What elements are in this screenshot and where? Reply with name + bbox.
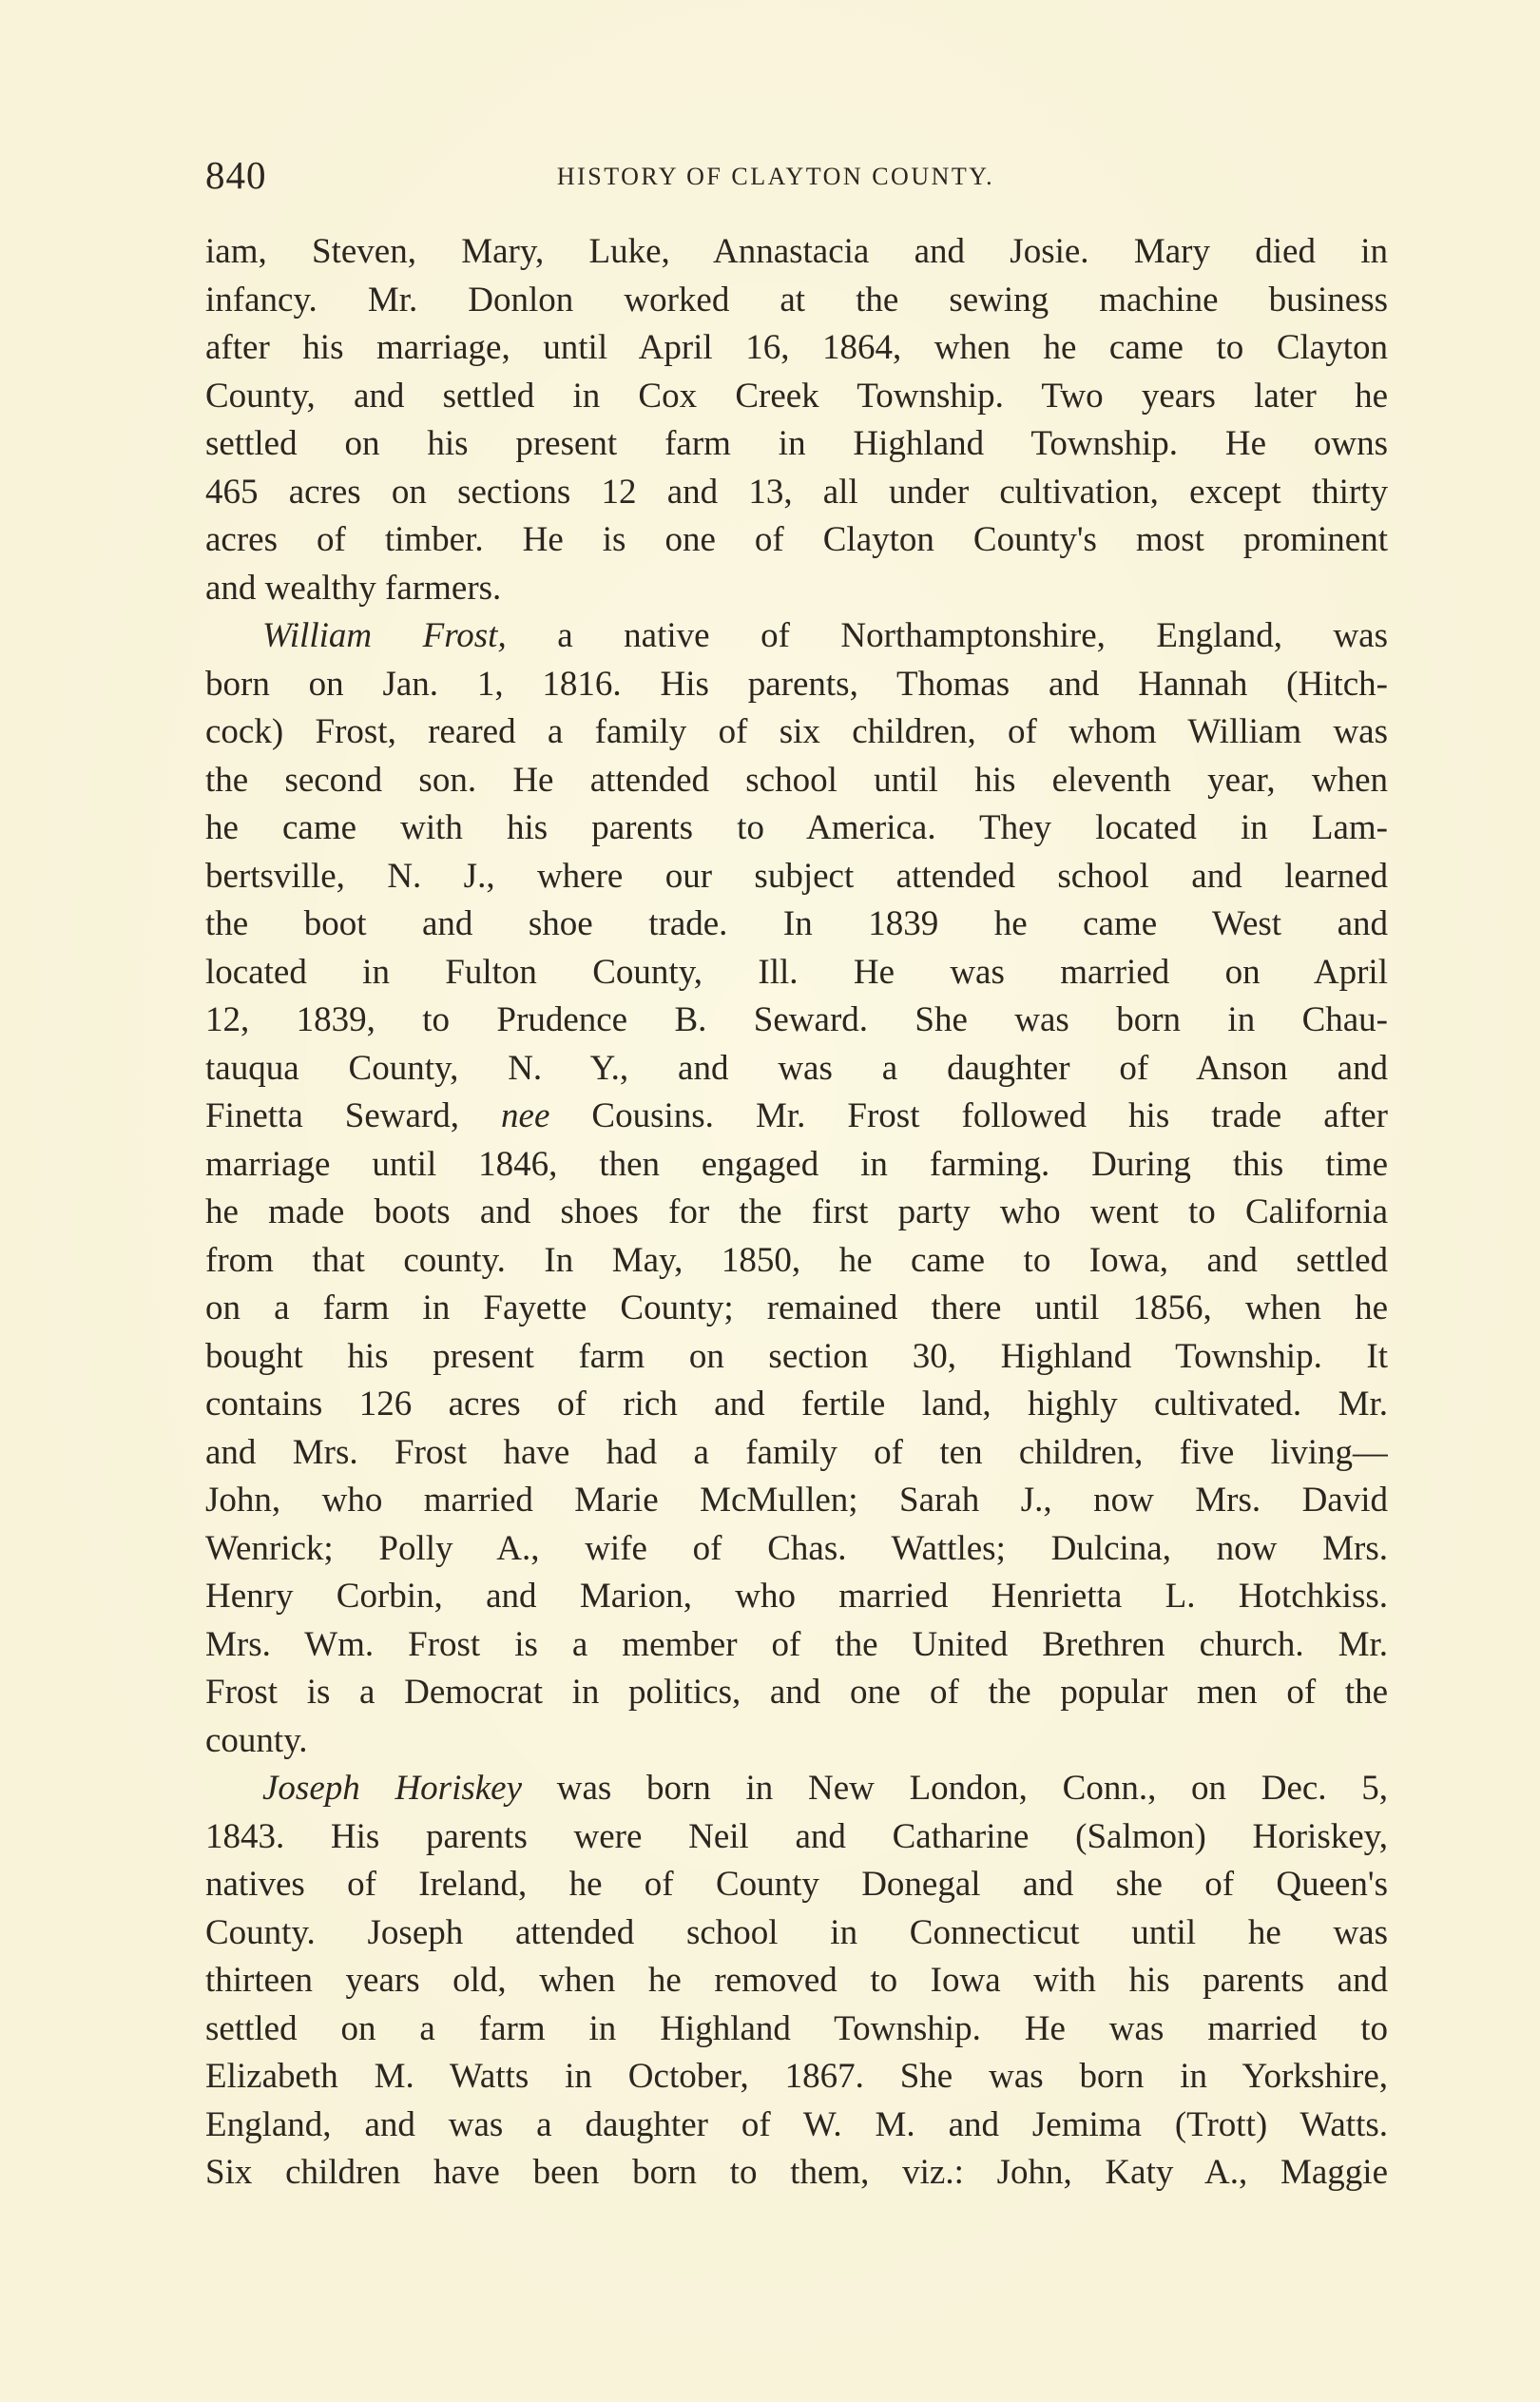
page-number: 840	[205, 153, 267, 197]
text-line: John, who married Marie McMullen; Sarah J., now Mrs. David	[205, 1481, 1388, 1520]
text-line: after his marriage, until April 16, 1864, when he came to Clayton	[205, 328, 1388, 367]
text-line: Wenrick; Polly A., wife of Chas. Wattles; Dulcina, now Mrs.	[205, 1528, 1388, 1568]
person-name-joseph-horiskey: Joseph Horiskey	[262, 1769, 523, 1808]
text-line: bought his present farm on section 30, Highland Township. It	[205, 1336, 1388, 1376]
text-line: iam, Steven, Mary, Luke, Annastacia and Josie. Mary died in	[205, 232, 1388, 271]
text-line: the boot and shoe trade. In 1839 he came West and	[205, 904, 1388, 943]
text-line: marriage until 1846, then engaged in farming. During this time	[205, 1144, 1388, 1184]
page-header	[205, 152, 1346, 198]
text-run: was born in New London, Conn., on Dec. 5,	[522, 1769, 1388, 1808]
text-line: settled on a farm in Highland Township. He was married to	[205, 2008, 1388, 2048]
text-line: County, and settled in Cox Creek Township. Two years later he	[205, 376, 1388, 416]
text-run: a native of Northamptonshire, England, was	[506, 616, 1388, 655]
paragraph-end-line: and wealthy farmers.	[205, 568, 502, 608]
text-line: bertsville, N. J., where our subject attended school and learned	[205, 856, 1388, 896]
text-line: contains 126 acres of rich and fertile land, highly cultivated. Mr.	[205, 1385, 1388, 1424]
text-line: natives of Ireland, he of County Donegal and she of Queen's	[205, 1865, 1388, 1904]
text-line: born on Jan. 1, 1816. His parents, Thomas and Hannah (Hitch-	[205, 664, 1388, 704]
text-line: County. Joseph attended school in Connecticut until he was	[205, 1912, 1388, 1952]
paragraph-end-line: county.	[205, 1720, 308, 1760]
text-line: he came with his parents to America. They located in Lam-	[205, 808, 1388, 847]
nee-italic: nee	[501, 1096, 550, 1135]
paragraph-start-line	[205, 612, 1388, 661]
running-title: HISTORY OF CLAYTON COUNTY.	[556, 163, 995, 190]
text-line: Frost is a Democrat in politics, and one of the popular men of the	[205, 1673, 1388, 1712]
text-line: cock) Frost, reared a family of six children, of whom William was	[205, 712, 1388, 751]
person-name-william-frost: William Frost,	[262, 616, 507, 655]
text-line: 1843. His parents were Neil and Catharine (Salmon) Horiskey,	[205, 1816, 1388, 1856]
text-line: Elizabeth M. Watts in October, 1867. She was born in Yorkshire,	[205, 2057, 1388, 2096]
text-line: 12, 1839, to Prudence B. Seward. She was born in Chau-	[205, 1000, 1388, 1039]
text-line: Mrs. Wm. Frost is a member of the United Brethren church. Mr.	[205, 1624, 1388, 1664]
text-line: 465 acres on sections 12 and 13, all under cultivation, except thirty	[205, 472, 1388, 512]
text-line: located in Fulton County, Ill. He was married on April	[205, 952, 1388, 992]
text-line: Henry Corbin, and Marion, who married Henrietta L. Hotchkiss.	[205, 1577, 1388, 1616]
body-text	[205, 228, 1388, 2198]
text-line: on a farm in Fayette County; remained there until 1856, when he	[205, 1288, 1388, 1327]
text-line: and Mrs. Frost have had a family of ten children, five living—	[205, 1432, 1388, 1472]
text-line: thirteen years old, when he removed to Iowa with his parents and	[205, 1961, 1388, 2000]
text-line: he made boots and shoes for the first party who went to California	[205, 1192, 1388, 1231]
text-line: acres of timber. He is one of Clayton County's most prominent	[205, 520, 1388, 559]
text-line: settled on his present farm in Highland Township. He owns	[205, 424, 1388, 463]
paragraph-start-line	[205, 1765, 1388, 1813]
text-line: tauqua County, N. Y., and was a daughter of Anson and	[205, 1048, 1388, 1088]
text-line	[205, 1093, 1388, 1141]
text-line: the second son. He attended school until his eleventh year, when	[205, 760, 1388, 800]
text-line: England, and was a daughter of W. M. and Jemima (Trott) Watts.	[205, 2104, 1388, 2144]
text-line: Six children have been born to them, viz.: John, Katy A., Maggie	[205, 2153, 1388, 2192]
text-run: Cousins. Mr. Frost followed his trade after	[549, 1096, 1388, 1135]
text-run: Finetta Seward,	[205, 1096, 502, 1135]
text-line: from that county. In May, 1850, he came to Iowa, and settled	[205, 1240, 1388, 1280]
text-line: infancy. Mr. Donlon worked at the sewing machine business	[205, 280, 1388, 320]
